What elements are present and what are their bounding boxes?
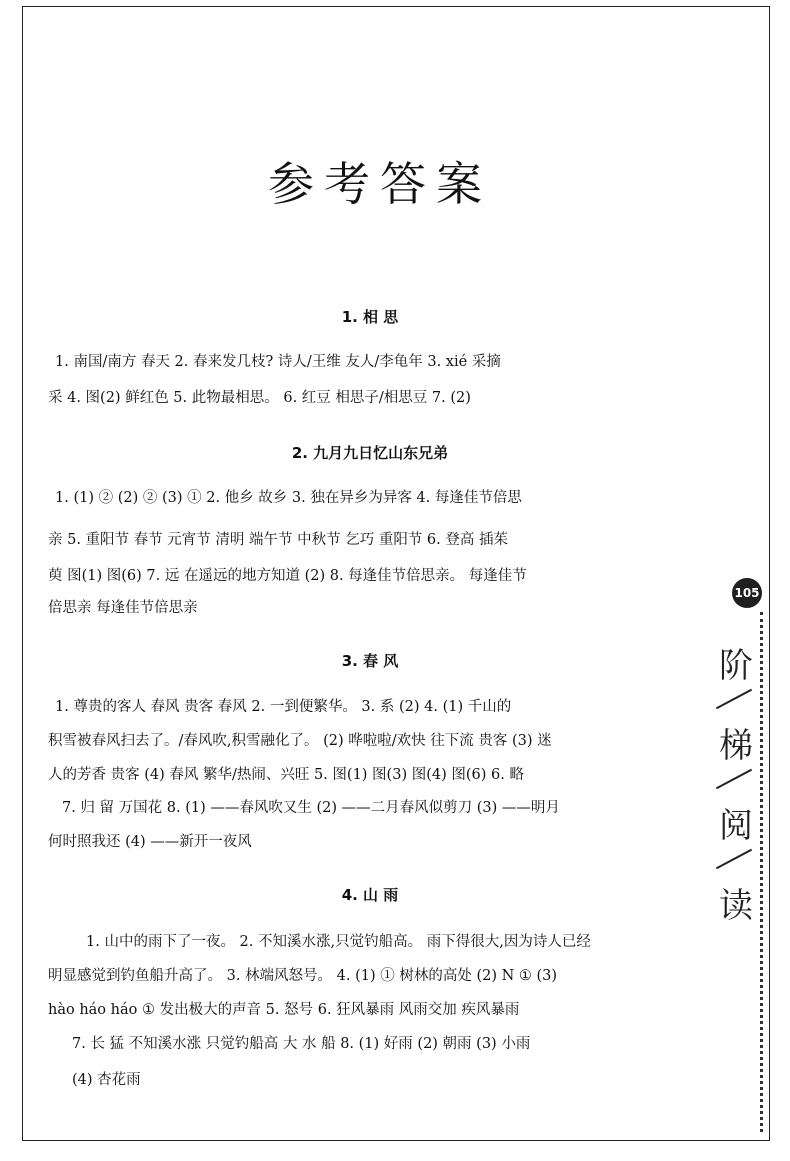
answer-line: (4) 杏花雨: [72, 1072, 141, 1088]
answer-line: 倍思亲 每逢佳节倍思亲: [48, 600, 198, 616]
dotted-rule: [760, 612, 763, 1132]
answer-line: 1. 尊贵的客人 春风 贵客 春风 2. 一到便繁华。 3. 系 (2) 4. (1) 千山的: [55, 699, 512, 715]
answer-line: 萸 图(1) 图(6) 7. 远 在遥远的地方知道 (2) 8. 每逢佳节倍思亲。 每逢佳节: [48, 568, 527, 584]
answer-line: 7. 长 猛 不知溪水涨 只觉钓船高 大 水 船 8. (1) 好雨 (2) 朝雨 (3) 小雨: [72, 1036, 531, 1052]
section-heading-2: 2. 九月九日忆山东兄弟: [291, 444, 449, 462]
answer-line: 7. 归 留 万国花 8. (1) ——春风吹又生 (2) ——二月春风似剪刀 (3) ——明月: [62, 800, 560, 816]
section-heading-3: 3. 春 风: [341, 652, 399, 670]
answer-line: 人的芳香 贵客 (4) 春风 繁华/热闹、兴旺 5. 图(1) 图(3) 图(4) 图(6) 6. 略: [48, 767, 524, 783]
answer-line: 亲 5. 重阳节 春节 元宵节 清明 端午节 中秋节 乞巧 重阳节 6. 登高 插茱: [48, 532, 508, 548]
answer-line: 明显感觉到钓鱼船升高了。 3. 林端风怒号。 4. (1) ① 树林的高处 (2) N ① (3): [48, 968, 558, 984]
section-heading-4: 4. 山 雨: [341, 886, 399, 904]
section-heading-1: 1. 相 思: [341, 308, 399, 326]
side-title-char: 阅: [719, 806, 753, 846]
side-title-char: 阶: [719, 646, 753, 686]
answer-line: 1. 山中的雨下了一夜。 2. 不知溪水涨,只觉钓船高。 雨下得很大,因为诗人已经: [86, 934, 591, 950]
answer-line: 积雪被春风扫去了。/春风吹,积雪融化了。 (2) 哗啦啦/欢快 往下流 贵客 (3) 迷: [48, 733, 552, 749]
page-title: 参考答案: [268, 157, 492, 211]
answer-line: 何时照我还 (4) ——新开一夜风: [48, 834, 252, 850]
answer-line: 采 4. 图(2) 鲜红色 5. 此物最相思。 6. 红豆 相思子/相思豆 7. (2): [48, 390, 471, 406]
side-divider: [716, 849, 752, 870]
side-decoration: [708, 578, 772, 1138]
answer-line: 1. (1) ② (2) ② (3) ① 2. 他乡 故乡 3. 独在异乡为异客 4. 每逢佳节倍思: [55, 490, 522, 506]
side-title-char: 梯: [719, 726, 753, 766]
side-divider: [716, 689, 752, 710]
answer-line: 1. 南国/南方 春天 2. 春来发几枝? 诗人/王维 友人/李龟年 3. xié 采摘: [55, 354, 501, 370]
answer-line: hào háo háo ① 发出极大的声音 5. 怒号 6. 狂风暴雨 风雨交加 疾风暴雨: [48, 1002, 520, 1018]
side-divider: [716, 769, 752, 790]
page-number: 105: [732, 578, 762, 608]
side-title-char: 读: [719, 886, 753, 926]
